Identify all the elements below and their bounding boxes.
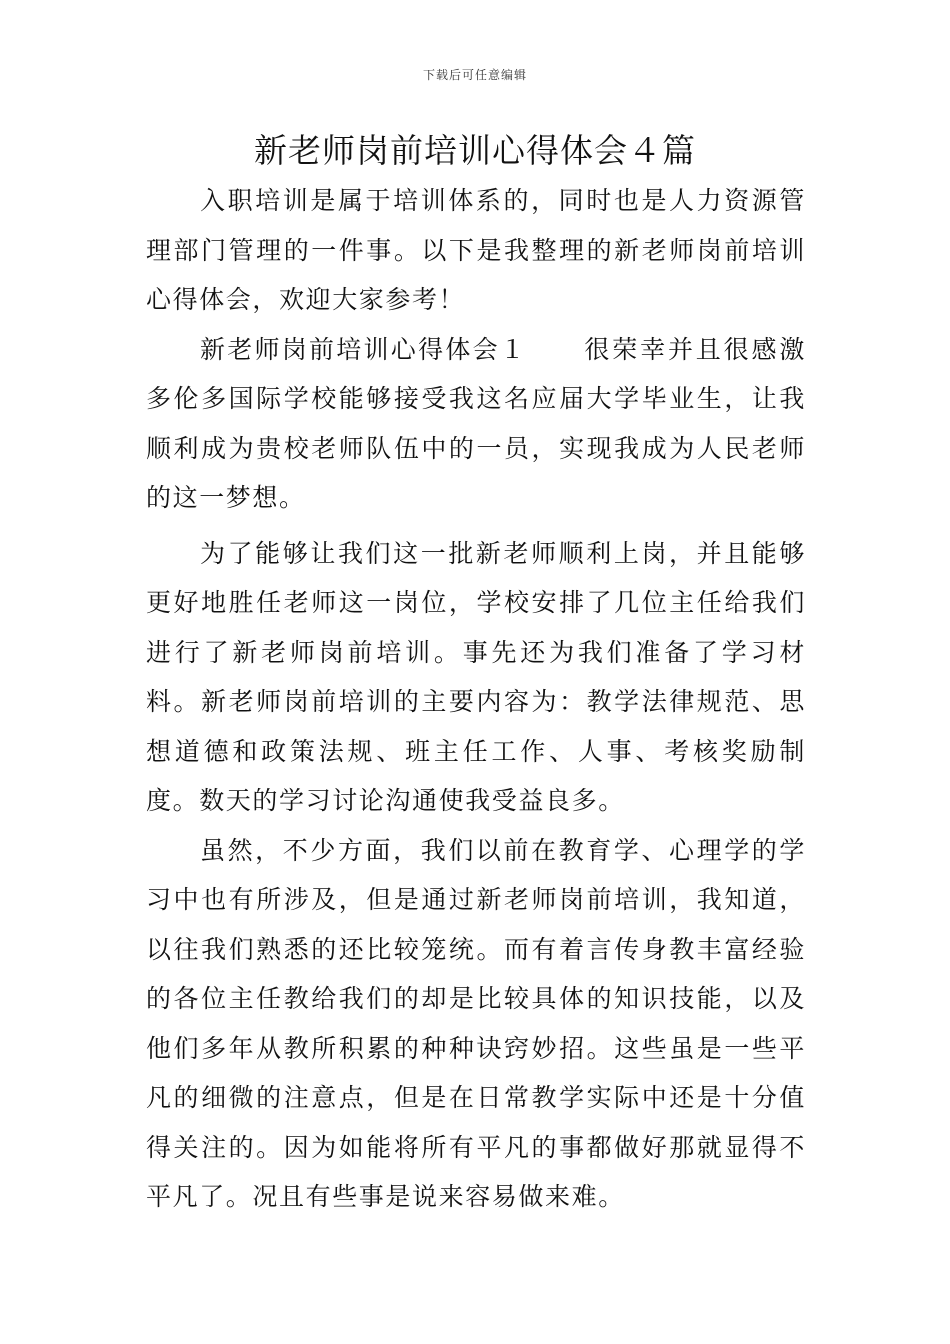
section1-paragraph-1: 很荣幸并且很感激多伦多国际学校能够接受我这名应届大学毕业生，让我顺利成为贵校老师队伍中的一员，实现我成为人民老师的这一梦想。 <box>146 334 806 512</box>
document-title: 新老师岗前培训心得体会４篇 <box>254 131 696 170</box>
document-body <box>146 176 806 1222</box>
section1-heading: 新老师岗前培训心得体会１ <box>200 334 528 364</box>
section1-first-paragraph <box>146 325 806 523</box>
section1-paragraph-3: 虽然，不少方面，我们以前在教育学、心理学的学习中也有所涉及，但是通过新老师岗前培训，我知道，以往我们熟悉的还比较笼统。而有着言传身教丰富经验的各位主任教给我们的却是比较具体的知识技能，以及他们多年从教所积累的种种诀窍妙招。这些虽是一些平凡的细微的注意点，但是在日常教学实际中还是十分值得关注的。因为如能将所有平凡的事都做好那就显得不平凡了。况且有些事是说来容易做来难。 <box>146 835 806 1211</box>
header-note: 下载后可任意编辑 <box>422 68 527 82</box>
intro-paragraph: 入职培训是属于培训体系的，同时也是人力资源管理部门管理的一件事。以下是我整理的新老师岗前培训心得体会，欢迎大家参考！ <box>146 186 806 314</box>
section1-paragraph-2: 为了能够让我们这一批新老师顺利上岗，并且能够更好地胜任老师这一岗位，学校安排了几位主任给我们进行了新老师岗前培训。事先还为我们准备了学习材料。新老师岗前培训的主要内容为：教学法律规范、思想道德和政策法规、班主任工作、人事、考核奖励制度。数天的学习讨论沟通使我受益良多。 <box>146 538 806 815</box>
